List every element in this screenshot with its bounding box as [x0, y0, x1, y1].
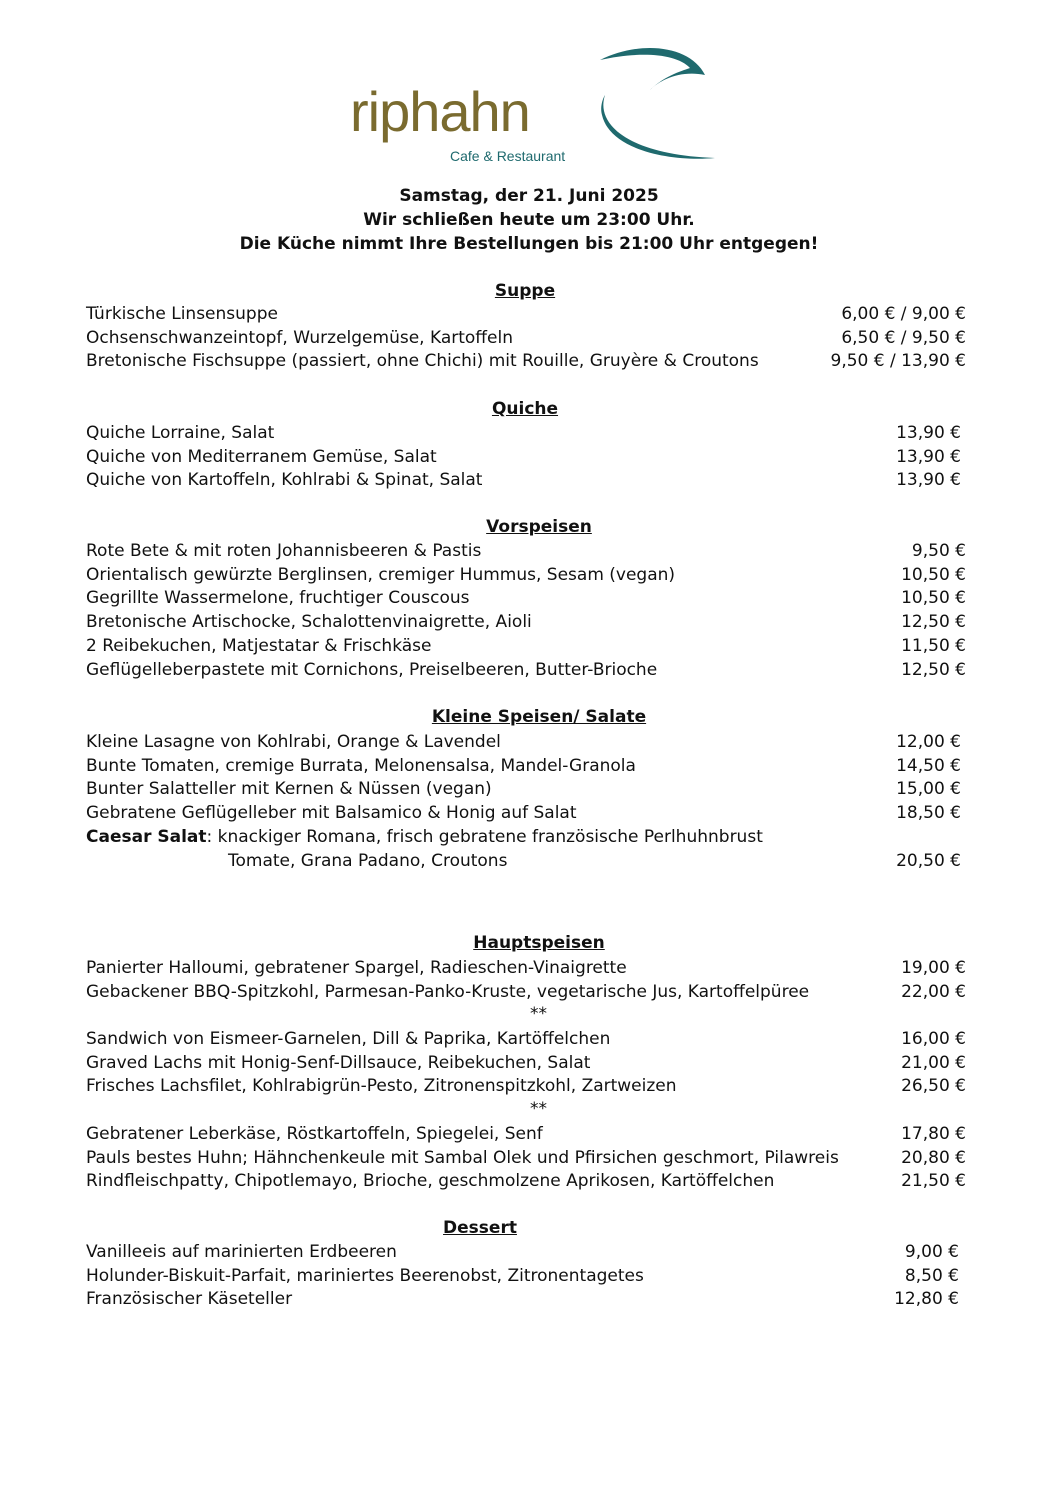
list-item: [86, 302, 966, 326]
item-price: 12,50 €: [901, 612, 966, 633]
list-item: [86, 445, 966, 469]
kitchen-hours-line: Die Küche nimmt Ihre Bestellungen bis 21:00 Uhr entgegen!: [239, 234, 819, 254]
list-item: [86, 1051, 966, 1075]
caesar-desc: : knackiger Romana, frisch gebratene französische Perlhuhnbrust: [206, 827, 763, 847]
item-name: Graved Lachs mit Honig-Senf-Dillsauce, Reibekuchen, Salat: [86, 1052, 591, 1073]
item-price: 12,80 €: [894, 1289, 959, 1310]
list-item: [86, 634, 966, 658]
swoosh-logo-icon: [580, 40, 720, 165]
item-name: Französischer Käseteller: [86, 1289, 293, 1310]
caesar-price: 20,50 €: [896, 851, 961, 871]
logo-subtitle: Cafe & Restaurant: [450, 148, 566, 164]
item-name: Quiche von Kartoffeln, Kohlrabi & Spinat, Salat: [86, 470, 483, 491]
item-name: Vanilleeis auf marinierten Erdbeeren: [86, 1242, 397, 1262]
item-price: 21,50 €: [901, 1171, 966, 1192]
item-name: Bunter Salatteller mit Kernen & Nüssen (vegan): [86, 779, 492, 800]
separator-1: **: [530, 1004, 547, 1024]
item-name: Bretonische Fischsuppe (passiert, ohne Chichi) mit Rouille, Gruyère & Croutons: [86, 351, 759, 372]
list-item: [86, 468, 966, 492]
item-price: 12,50 €: [901, 659, 966, 680]
list-item: [86, 730, 966, 754]
item-price: 6,00 € / 9,00 €: [841, 304, 966, 324]
list-item: [86, 563, 966, 587]
logo-wordmark: riphahn: [350, 80, 530, 143]
item-price: 9,00 €: [904, 1242, 959, 1262]
item-name: Panierter Halloumi, gebratener Spargel, Radieschen-Vinaigrette: [86, 958, 627, 978]
item-name: Quiche von Mediterranem Gemüse, Salat: [86, 446, 437, 467]
day-info: [0, 184, 1058, 256]
item-price: 12,00 €: [896, 732, 961, 752]
section-title-suppe: Suppe: [494, 281, 556, 301]
item-name: Orientalisch gewürzte Berglinsen, cremiger Hummus, Sesam (vegan): [86, 564, 676, 585]
item-price: 22,00 €: [901, 981, 966, 1002]
caesar-title: Caesar Salat: [86, 827, 207, 847]
item-name: Kleine Lasagne von Kohlrabi, Orange & Lavendel: [86, 732, 501, 752]
list-item: [86, 610, 966, 634]
list-item: [86, 801, 966, 825]
item-price: 16,00 €: [901, 1029, 966, 1049]
item-price: 11,50 €: [901, 635, 966, 656]
list-item: [86, 586, 966, 610]
item-name: Frisches Lachsfilet, Kohlrabigrün-Pesto, Zitronenspitzkohl, Zartweizen: [86, 1076, 677, 1097]
item-name: Geflügelleberpastete mit Cornichons, Preiselbeeren, Butter-Brioche: [86, 659, 658, 680]
item-price: 9,50 € / 13,90 €: [830, 351, 966, 372]
item-name: Sandwich von Eismeer-Garnelen, Dill & Paprika, Kartöffelchen: [86, 1029, 611, 1049]
item-price: 18,50 €: [896, 803, 961, 824]
list-item-caesar: [86, 825, 966, 849]
list-item: [86, 349, 966, 373]
item-price: 10,50 €: [901, 588, 966, 609]
item-name: Ochsenschwanzeintopf, Wurzelgemüse, Kartoffeln: [86, 327, 513, 348]
list-item: [86, 956, 966, 980]
item-name: Holunder-Biskuit-Parfait, mariniertes Beerenobst, Zitronentagetes: [86, 1265, 644, 1286]
section-title-dessert: Dessert: [443, 1218, 517, 1238]
item-price: 21,00 €: [901, 1052, 966, 1073]
separator-2: **: [530, 1099, 547, 1119]
list-item: [86, 1074, 966, 1098]
item-price: 13,90 €: [896, 423, 961, 443]
caesar-desc-2: Tomate, Grana Padano, Croutons: [228, 851, 508, 871]
list-item: [86, 421, 966, 445]
item-price: 20,80 €: [901, 1147, 966, 1168]
item-name: Gebackener BBQ-Spitzkohl, Parmesan-Panko-Kruste, vegetarische Jus, Kartoffelpüree: [86, 981, 810, 1002]
item-name: Quiche Lorraine, Salat: [86, 423, 275, 443]
section-title-vorspeisen: Vorspeisen: [486, 517, 592, 537]
section-title-haupt: Hauptspeisen: [473, 933, 605, 953]
item-price: 26,50 €: [901, 1076, 966, 1097]
list-item: [86, 326, 966, 350]
list-item: [86, 658, 966, 682]
list-item: [86, 1287, 966, 1311]
item-price: 13,90 €: [896, 446, 961, 467]
item-name: Rindfleischpatty, Chipotlemayo, Brioche, geschmolzene Aprikosen, Kartöffelchen: [86, 1171, 775, 1192]
item-name: Rote Bete & mit roten Johannisbeeren & Pastis: [86, 541, 482, 561]
item-price: 6,50 € / 9,50 €: [841, 327, 966, 348]
item-name: Bretonische Artischocke, Schalottenvinaigrette, Aioli: [86, 612, 532, 633]
item-name: Bunte Tomaten, cremige Burrata, Melonensalsa, Mandel-Granola: [86, 755, 636, 776]
item-name: Gegrillte Wassermelone, fruchtiger Couscous: [86, 588, 470, 609]
item-name: Gebratene Geflügelleber mit Balsamico & Honig auf Salat: [86, 803, 577, 824]
closing-time-line: Wir schließen heute um 23:00 Uhr.: [363, 210, 695, 230]
list-item: [86, 1122, 966, 1146]
item-name: Türkische Linsensuppe: [86, 304, 278, 324]
list-item-caesar-line2: [86, 849, 966, 873]
item-name: Pauls bestes Huhn; Hähnchenkeule mit Sambal Olek und Pfirsichen geschmort, Pilawreis: [86, 1147, 839, 1168]
item-price: 8,50 €: [904, 1265, 959, 1286]
list-item: [86, 754, 966, 778]
section-title-quiche: Quiche: [491, 399, 559, 419]
list-item: [86, 1240, 966, 1264]
list-item: [86, 1169, 966, 1193]
item-price: 17,80 €: [901, 1124, 966, 1144]
list-item: [86, 1027, 966, 1051]
list-item: [86, 539, 966, 563]
item-name: Gebratener Leberkäse, Röstkartoffeln, Spiegelei, Senf: [86, 1124, 543, 1144]
date-line: Samstag, der 21. Juni 2025: [399, 186, 659, 206]
list-item: [86, 1264, 966, 1288]
item-price: 15,00 €: [896, 779, 961, 800]
list-item: [86, 980, 966, 1004]
item-price: 14,50 €: [896, 755, 961, 776]
item-price: 19,00 €: [901, 958, 966, 978]
item-name: 2 Reibekuchen, Matjestatar & Frischkäse: [86, 635, 432, 656]
restaurant-logo: [340, 40, 730, 170]
item-price: 13,90 €: [896, 470, 961, 491]
item-price: 10,50 €: [901, 564, 966, 585]
item-price: 9,50 €: [911, 541, 966, 561]
list-item: [86, 1146, 966, 1170]
section-title-kleine: Kleine Speisen/ Salate: [431, 707, 647, 727]
list-item: [86, 777, 966, 801]
